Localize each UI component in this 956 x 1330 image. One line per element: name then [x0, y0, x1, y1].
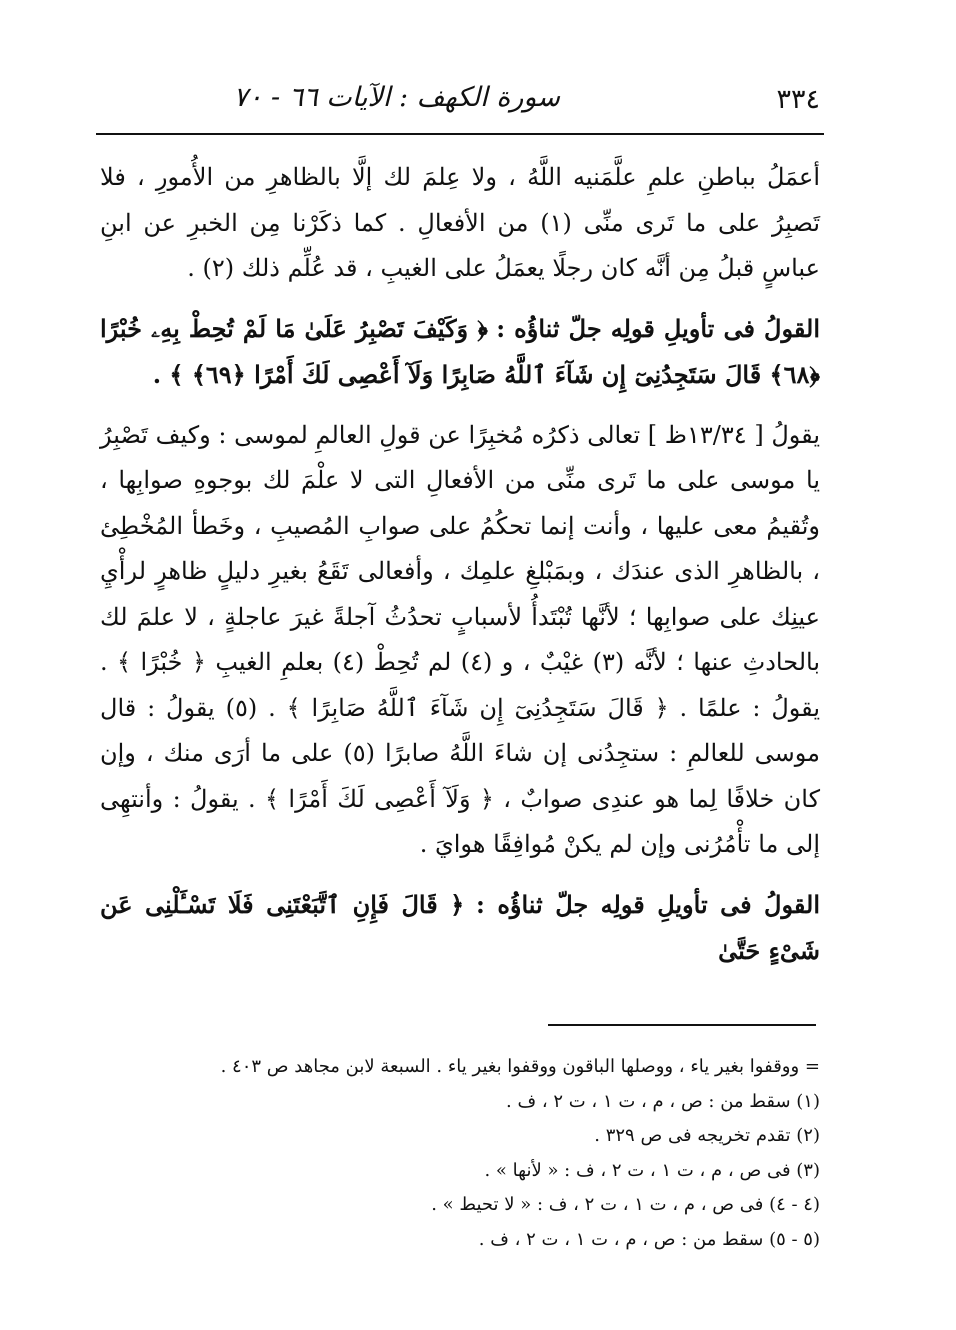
heading-lead: القولُ فى تأويلِ قولِه جلّ ثناؤُه : — [476, 889, 820, 919]
header-rule — [96, 133, 824, 135]
quran-verse: ﴿ وَكَيْفَ تَصْبِرُ عَلَىٰ مَا لَمْ تُحِطْ بِهِۦ خُبْرًا ﴿٦٨﴾ قَالَ سَتَجِدُنِىٓ إِن شَآءَ ٱللَّهُ صَابِرًا وَلَآ أَعْصِى لَكَ أَمْرًا ﴿٦٩﴾ ﴾ . — [100, 313, 820, 389]
footnote-continuation: = ووقفوا بغير ياء ، ووصلها الباقون ووقفوا بغير ياء . السبعة لابن مجاهد ص ٤٠٣ . — [220, 1056, 820, 1077]
quran-verse: ﴿ قَالَ فَإِنِ ٱتَّبَعْتَنِى فَلَا تَسْـَٔلْنِى عَن شَىْءٍ حَتَّىٰ — [100, 889, 820, 965]
footnote-1: (١) سقط من : ص ، م ، ت ١ ، ت ٢ ، ف . — [506, 1090, 820, 1112]
verse-heading-2 — [100, 882, 820, 975]
running-header — [100, 78, 820, 128]
footnotes — [100, 1050, 820, 1258]
footnote-4: (٤ - ٤) فى ص ، م ، ت ١ ، ت ٢ ، ف : « لا تحيط » . — [431, 1194, 820, 1216]
footnote-separator — [548, 1024, 816, 1026]
paragraph-1: أعمَلُ بباطنِ علمِ علَّمَنيه اللَّهُ ، ولا عِلمَ لك إلَّا بالظاهرِ من الأُمورِ ، فلا تَصبِرُ على ما تَرى منِّى (١) من الأفعالِ . كما ذكَرْنا مِن الخبرِ عن ابنِ عباسٍ قبلُ مِن أنَّه كان رجلًا يعمَلُ على الغيبِ ، قد عُلِّم ذلك (٢) . — [100, 163, 820, 282]
running-title: سورة الكهف : الآيات ٦٦ - ٧٠ — [233, 82, 560, 113]
footnote-2: (٢) تقدم تخريجه فى ص ٣٢٩ . — [594, 1125, 820, 1147]
heading-lead: القولُ فى تأويلِ قولِه جلّ ثناؤُه : — [496, 313, 820, 343]
page-number: ٣٣٤ — [776, 84, 820, 115]
footnote-3: (٣) فى ص ، م ، ت ١ ، ت ٢ ، ف : « لأنها » . — [484, 1159, 820, 1181]
paragraph-2: يقولُ [ ١٣/٣٤ظ ] تعالى ذكرُه مُخبِرًا عن قولِ العالمِ لموسى : وكيف تَصْبِرُ يا موسى على ما تَرى منِّى من الأفعالِ التى لا علْمَ لك بوجوهِ صوابِها ، وتُقيمُ معى عليها ، وأنت إنما تحكُمُ على صوابِ المُصيبِ ، وخَطأ المُخْطِئ ، بالظاهرِ الذى عندَك ، وبمَبْلغِ علمِك ، وأفعالى تَقَعُ بغيرِ دليلٍ ظاهرٍ لرأْيِ عينِك على صوابِها ؛ لأنَّها تُبْتَدأُ لأسبابٍ تحدُثُ آجلةً غيرَ عاجلةٍ ، لا علمَ لك بالحادثِ عنها ؛ لأنَّه (٣) غيْبٌ ، و (٤) لم تُحِطْ (٤) بعلمِ الغيبِ ﴿ خُبْرًا ﴾ . يقولُ : علمًا . ﴿ قَالَ سَتَجِدُنِىٓ إِن شَآءَ ٱللَّهُ صَابِرًا ﴾ . (٥) يقولُ : قال موسى للعالمِ : ستجِدُنى إن شاءَ اللَّهُ صابرًا (٥) على ما أرَى منك ، وإن كان خلافًا لِما هو عندِى صوابٌ ، ﴿ وَلَآ أَعْصِى لَكَ أَمْرًا ﴾ . يقولُ : وأنتهِى إلى ما تأْمُرُنى وإن لم يكنْ مُوافِقًا هوايَ . — [100, 420, 821, 858]
verse-heading-1 — [100, 306, 820, 399]
main-text — [100, 155, 820, 989]
footnote-5: (٥ - ٥) سقط من : ص ، م ، ت ١ ، ت ٢ ، ف . — [478, 1228, 820, 1250]
